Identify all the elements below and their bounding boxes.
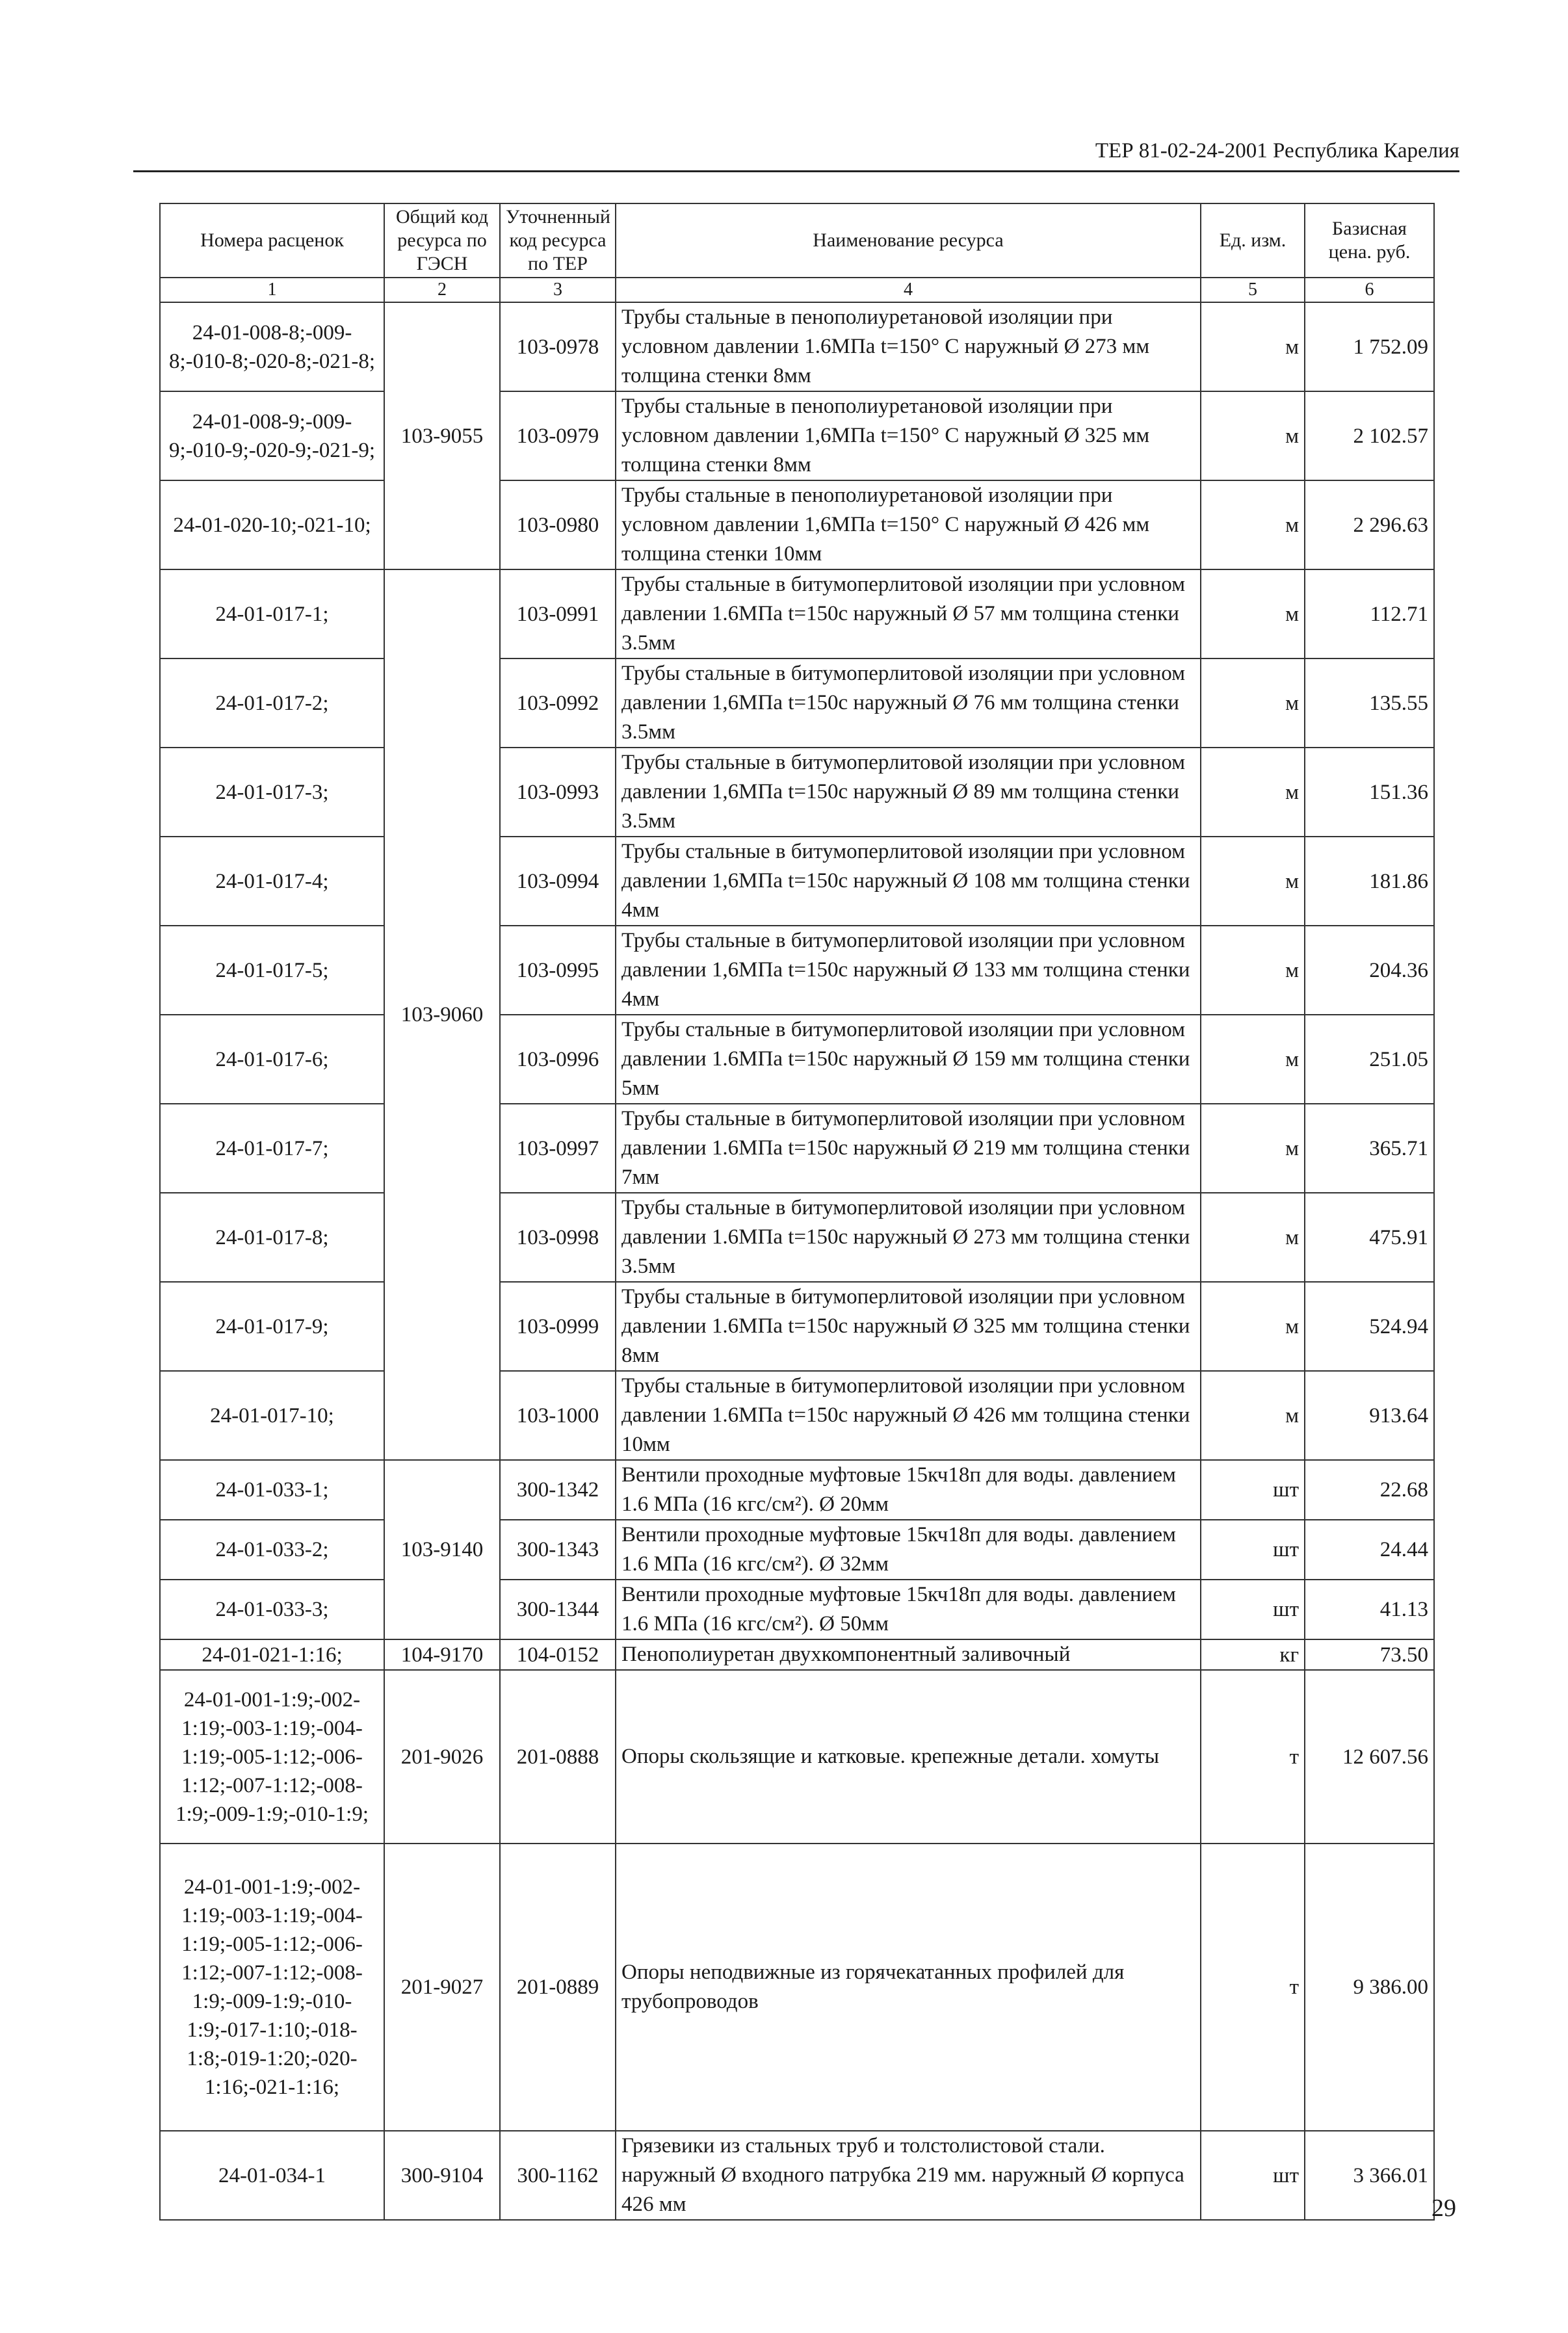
resource-name: Трубы стальные в битумоперлитовой изоляции при условном давлении 1.6МПа t=150с наружный Ø 325 мм толщина стенки 8мм [616,1282,1201,1371]
table-row [160,1520,1434,1580]
ter-code: 103-0998 [500,1193,616,1282]
base-price: 475.91 [1305,1193,1434,1282]
column-header: Базисная цена. руб. [1305,203,1434,278]
table-row [160,1015,1434,1104]
unit: шт [1201,1520,1305,1580]
base-price: 365.71 [1305,1104,1434,1193]
table-row [160,658,1434,748]
gesn-code: 103-9060 [384,569,500,1460]
resource-name: Трубы стальные в битумоперлитовой изоляции при условном давлении 1,6МПа t=150с наружный Ø 89 мм толщина стенки 3.5мм [616,748,1201,837]
column-number: 6 [1305,278,1434,302]
rate-numbers: 24-01-017-10; [160,1371,384,1460]
table-row [160,569,1434,658]
unit: м [1201,748,1305,837]
table-row [160,1639,1434,1670]
resource-name: Пенополиуретан двухкомпонентный заливочный [616,1639,1201,1670]
ter-code: 103-0979 [500,391,616,480]
base-price: 135.55 [1305,658,1434,748]
resource-name: Вентили проходные муфтовые 15кч18п для воды. давлением 1.6 МПа (16 кгс/см²). Ø 32мм [616,1520,1201,1580]
base-price: 24.44 [1305,1520,1434,1580]
resource-price-table [159,203,1435,2221]
ter-code: 201-0889 [500,1844,616,2131]
resource-name: Опоры скользящие и катковые. крепежные детали. хомуты [616,1670,1201,1844]
rate-numbers: 24-01-017-1; [160,569,384,658]
base-price: 2 102.57 [1305,391,1434,480]
ter-code: 103-0995 [500,926,616,1015]
table-header-row [160,203,1434,278]
table-row [160,1460,1434,1520]
base-price: 112.71 [1305,569,1434,658]
rate-numbers: 24-01-017-3; [160,748,384,837]
rate-numbers: 24-01-020-10;-021-10; [160,480,384,569]
base-price: 913.64 [1305,1371,1434,1460]
table-row [160,837,1434,926]
column-header: Уточненный код ресурса по ТЕР [500,203,616,278]
ter-code: 300-1343 [500,1520,616,1580]
rate-numbers: 24-01-017-7; [160,1104,384,1193]
rate-numbers: 24-01-033-1; [160,1460,384,1520]
base-price: 22.68 [1305,1460,1434,1520]
column-number: 4 [616,278,1201,302]
unit: м [1201,658,1305,748]
rate-numbers: 24-01-034-1 [160,2131,384,2220]
ter-code: 103-1000 [500,1371,616,1460]
column-number-row [160,278,1434,302]
unit: м [1201,1015,1305,1104]
rate-numbers: 24-01-008-8;-009-8;-010-8;-020-8;-021-8; [160,302,384,391]
table-row [160,1670,1434,1844]
column-header: Ед. изм. [1201,203,1305,278]
rate-numbers: 24-01-017-8; [160,1193,384,1282]
rate-numbers: 24-01-017-4; [160,837,384,926]
table-row [160,2131,1434,2220]
base-price: 12 607.56 [1305,1670,1434,1844]
ter-code: 103-0992 [500,658,616,748]
ter-code: 300-1344 [500,1580,616,1639]
table-row [160,1193,1434,1282]
gesn-code: 201-9027 [384,1844,500,2131]
unit: кг [1201,1639,1305,1670]
unit: м [1201,1104,1305,1193]
unit: м [1201,1371,1305,1460]
ter-code: 103-0993 [500,748,616,837]
base-price: 151.36 [1305,748,1434,837]
base-price: 1 752.09 [1305,302,1434,391]
rate-numbers: 24-01-001-1:9;-002-1:19;-003-1:19;-004-1:19;-005-1:12;-006-1:12;-007-1:12;-008-1:9;-009-1:9;-010-1:9;-017-1:10;-018-1:8;-019-1:20;-020-1:16;-021-1:16; [160,1844,384,2131]
resource-name: Трубы стальные в битумоперлитовой изоляции при условном давлении 1.6МПа t=150с наружный Ø 426 мм толщина стенки 10мм [616,1371,1201,1460]
column-number: 2 [384,278,500,302]
column-number: 5 [1201,278,1305,302]
resource-name: Трубы стальные в битумоперлитовой изоляции при условном давлении 1.6МПа t=150с наружный Ø 57 мм толщина стенки 3.5мм [616,569,1201,658]
ter-code: 300-1162 [500,2131,616,2220]
base-price: 9 386.00 [1305,1844,1434,2131]
resource-name: Трубы стальные в битумоперлитовой изоляции при условном давлении 1.6МПа t=150с наружный Ø 219 мм толщина стенки 7мм [616,1104,1201,1193]
ter-code: 103-0978 [500,302,616,391]
document-header: ТЕР 81-02-24-2001 Республика Карелия [1095,139,1459,163]
resource-name: Вентили проходные муфтовые 15кч18п для воды. давлением 1.6 МПа (16 кгс/см²). Ø 20мм [616,1460,1201,1520]
rate-numbers: 24-01-001-1:9;-002-1:19;-003-1:19;-004-1:19;-005-1:12;-006-1:12;-007-1:12;-008-1:9;-009-1:9;-010-1:9; [160,1670,384,1844]
base-price: 181.86 [1305,837,1434,926]
table-row [160,1580,1434,1639]
base-price: 41.13 [1305,1580,1434,1639]
table-row [160,1844,1434,2131]
table-row [160,1104,1434,1193]
gesn-code: 103-9140 [384,1460,500,1639]
unit: м [1201,569,1305,658]
ter-code: 201-0888 [500,1670,616,1844]
base-price: 73.50 [1305,1639,1434,1670]
column-header: Номера расценок [160,203,384,278]
unit: м [1201,926,1305,1015]
gesn-code: 103-9055 [384,302,500,569]
unit: м [1201,480,1305,569]
base-price: 3 366.01 [1305,2131,1434,2220]
unit: м [1201,391,1305,480]
rate-numbers: 24-01-017-2; [160,658,384,748]
unit: т [1201,1844,1305,2131]
unit: шт [1201,1580,1305,1639]
rate-numbers: 24-01-033-2; [160,1520,384,1580]
gesn-code: 201-9026 [384,1670,500,1844]
ter-code: 103-0996 [500,1015,616,1104]
unit: м [1201,1193,1305,1282]
unit: м [1201,837,1305,926]
column-number: 3 [500,278,616,302]
header-divider [133,170,1459,172]
resource-name: Трубы стальные в пенополиуретановой изоляции при условном давлении 1.6МПа t=150° С наружный Ø 273 мм толщина стенки 8мм [616,302,1201,391]
rate-numbers: 24-01-017-6; [160,1015,384,1104]
rate-numbers: 24-01-017-9; [160,1282,384,1371]
unit: шт [1201,2131,1305,2220]
ter-code: 103-0980 [500,480,616,569]
table-row [160,926,1434,1015]
gesn-code: 300-9104 [384,2131,500,2220]
resource-name: Вентили проходные муфтовые 15кч18п для воды. давлением 1.6 МПа (16 кгс/см²). Ø 50мм [616,1580,1201,1639]
resource-name: Трубы стальные в битумоперлитовой изоляции при условном давлении 1.6МПа t=150с наружный Ø 159 мм толщина стенки 5мм [616,1015,1201,1104]
column-header: Наименование ресурса [616,203,1201,278]
rate-numbers: 24-01-008-9;-009-9;-010-9;-020-9;-021-9; [160,391,384,480]
base-price: 2 296.63 [1305,480,1434,569]
resource-name: Трубы стальные в пенополиуретановой изоляции при условном давлении 1,6МПа t=150° С наружный Ø 426 мм толщина стенки 10мм [616,480,1201,569]
resource-name: Трубы стальные в пенополиуретановой изоляции при условном давлении 1,6МПа t=150° С наружный Ø 325 мм толщина стенки 8мм [616,391,1201,480]
resource-name: Грязевики из стальных труб и толстолистовой стали. наружный Ø входного патрубка 219 мм. наружный Ø корпуса 426 мм [616,2131,1201,2220]
ter-code: 103-0994 [500,837,616,926]
gesn-code: 104-9170 [384,1639,500,1670]
column-number: 1 [160,278,384,302]
resource-name: Трубы стальные в битумоперлитовой изоляции при условном давлении 1,6МПа t=150с наружный Ø 133 мм толщина стенки 4мм [616,926,1201,1015]
unit: м [1201,302,1305,391]
table-row [160,748,1434,837]
resource-name: Трубы стальные в битумоперлитовой изоляции при условном давлении 1.6МПа t=150с наружный Ø 273 мм толщина стенки 3.5мм [616,1193,1201,1282]
base-price: 524.94 [1305,1282,1434,1371]
ter-code: 300-1342 [500,1460,616,1520]
rate-numbers: 24-01-017-5; [160,926,384,1015]
unit: м [1201,1282,1305,1371]
resource-name: Опоры неподвижные из горячекатанных профилей для трубопроводов [616,1844,1201,2131]
rate-numbers: 24-01-033-3; [160,1580,384,1639]
rate-numbers: 24-01-021-1:16; [160,1639,384,1670]
ter-code: 104-0152 [500,1639,616,1670]
table-row [160,1282,1434,1371]
table-row [160,1371,1434,1460]
resource-name: Трубы стальные в битумоперлитовой изоляции при условном давлении 1,6МПа t=150с наружный Ø 76 мм толщина стенки 3.5мм [616,658,1201,748]
table-row [160,480,1434,569]
unit: шт [1201,1460,1305,1520]
table-row [160,391,1434,480]
column-header: Общий код ресурса по ГЭСН [384,203,500,278]
unit: т [1201,1670,1305,1844]
ter-code: 103-0991 [500,569,616,658]
base-price: 251.05 [1305,1015,1434,1104]
ter-code: 103-0999 [500,1282,616,1371]
resource-name: Трубы стальные в битумоперлитовой изоляции при условном давлении 1,6МПа t=150с наружный Ø 108 мм толщина стенки 4мм [616,837,1201,926]
table-row [160,302,1434,391]
base-price: 204.36 [1305,926,1434,1015]
ter-code: 103-0997 [500,1104,616,1193]
page-number: 29 [1431,2195,1456,2222]
